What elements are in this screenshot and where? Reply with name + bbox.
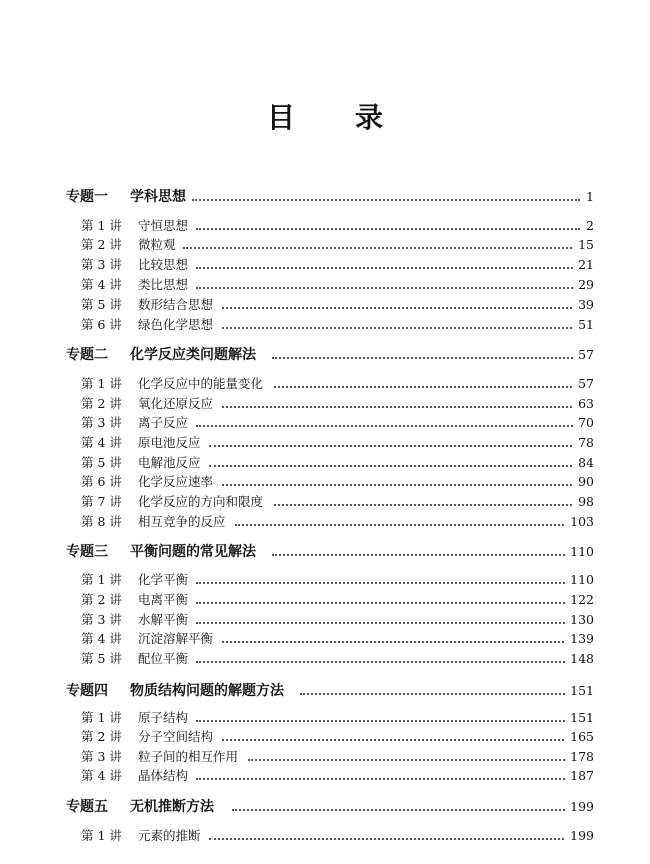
- lesson-name: 电解池反应: [138, 455, 201, 470]
- lesson-number: 第 2 讲: [81, 237, 122, 252]
- dot-leader: [222, 326, 580, 329]
- dot-leader: [235, 523, 580, 526]
- lesson-name: 离子反应: [138, 415, 189, 430]
- lesson-page-number: 110: [566, 572, 594, 587]
- toc-chapter-row[interactable]: [0, 541, 650, 561]
- dot-leader: [272, 356, 580, 359]
- lesson-name: 分子空间结构: [138, 729, 214, 744]
- toc-title-left: 目: [266, 101, 295, 134]
- dot-leader: [274, 503, 580, 506]
- dot-leader: [274, 385, 580, 388]
- toc-lesson-row[interactable]: [0, 491, 650, 511]
- lesson-name: 配位平衡: [138, 651, 189, 666]
- lesson-number: 第 6 讲: [81, 474, 122, 489]
- chapter-name: 无机推断方法: [130, 799, 214, 815]
- dot-leader: [196, 286, 580, 289]
- chapter-name: 化学反应类问题解法: [130, 347, 256, 363]
- lesson-number: 第 4 讲: [81, 768, 122, 783]
- dot-leader: [196, 581, 580, 584]
- lesson-page-number: 2: [582, 218, 594, 233]
- toc-lesson-row[interactable]: [0, 609, 650, 629]
- toc-lesson-row[interactable]: [0, 393, 650, 413]
- lesson-number: 第 3 讲: [81, 257, 122, 272]
- toc-lesson-row[interactable]: [0, 274, 650, 294]
- lesson-page-number: 148: [566, 651, 594, 666]
- dot-leader: [209, 837, 580, 840]
- lesson-name: 元素的推断: [138, 828, 201, 843]
- lesson-page-number: 78: [574, 435, 594, 450]
- lesson-page-number: 187: [566, 768, 594, 783]
- lesson-name: 绿色化学思想: [138, 317, 214, 332]
- lesson-number: 第 5 讲: [81, 455, 122, 470]
- lesson-name: 化学反应速率: [138, 474, 214, 489]
- lesson-number: 第 6 讲: [81, 317, 122, 332]
- toc-lesson-row[interactable]: [0, 825, 650, 845]
- lesson-name: 化学平衡: [138, 572, 189, 587]
- lesson-number: 第 2 讲: [81, 592, 122, 607]
- lesson-page-number: 63: [574, 396, 594, 411]
- dot-leader: [196, 621, 580, 624]
- lesson-page-number: 57: [574, 376, 594, 391]
- dot-leader: [196, 719, 580, 722]
- dot-leader: [232, 808, 580, 811]
- lesson-number: 第 1 讲: [81, 572, 122, 587]
- toc-lesson-row[interactable]: [0, 746, 650, 766]
- lesson-page-number: 51: [574, 317, 594, 332]
- lesson-page-number: 98: [574, 494, 594, 509]
- chapter-number: 专题二: [66, 347, 108, 363]
- toc-lesson-row[interactable]: [0, 511, 650, 531]
- lesson-name: 比较思想: [138, 257, 189, 272]
- lesson-number: 第 1 讲: [81, 218, 122, 233]
- toc-lesson-row[interactable]: [0, 432, 650, 452]
- chapter-page-number: 151: [566, 683, 594, 698]
- lesson-page-number: 84: [574, 455, 594, 470]
- dot-leader: [248, 758, 580, 761]
- toc-lesson-row[interactable]: [0, 707, 650, 727]
- lesson-number: 第 7 讲: [81, 494, 122, 509]
- toc-lesson-row[interactable]: [0, 294, 650, 314]
- lesson-name: 氧化还原反应: [138, 396, 214, 411]
- lesson-name: 电离平衡: [138, 592, 189, 607]
- toc-lesson-row[interactable]: [0, 314, 650, 334]
- chapter-name: 学科思想: [130, 189, 186, 205]
- lesson-name: 水解平衡: [138, 612, 189, 627]
- toc-lesson-row[interactable]: [0, 648, 650, 668]
- lesson-page-number: 21: [574, 257, 594, 272]
- chapter-number: 专题四: [66, 683, 108, 699]
- dot-leader: [196, 424, 580, 427]
- toc-lesson-row[interactable]: [0, 373, 650, 393]
- lesson-number: 第 3 讲: [81, 415, 122, 430]
- lesson-page-number: 70: [574, 415, 594, 430]
- lesson-page-number: 29: [574, 277, 594, 292]
- lesson-page-number: 15: [574, 237, 594, 252]
- lesson-name: 微粒观: [138, 237, 176, 252]
- lesson-name: 守恒思想: [138, 218, 189, 233]
- lesson-page-number: 139: [566, 631, 594, 646]
- lesson-page-number: 39: [574, 297, 594, 312]
- dot-leader: [196, 266, 580, 269]
- dot-leader: [196, 660, 580, 663]
- toc-chapter-row[interactable]: [0, 344, 650, 364]
- chapter-page-number: 110: [566, 544, 594, 559]
- lesson-name: 原电池反应: [138, 435, 201, 450]
- toc-lesson-row[interactable]: [0, 254, 650, 274]
- lesson-name: 类比思想: [138, 277, 189, 292]
- lesson-page-number: 178: [566, 749, 594, 764]
- lesson-page-number: 165: [566, 729, 594, 744]
- dot-leader: [209, 444, 580, 447]
- toc-lesson-row[interactable]: [0, 234, 650, 254]
- lesson-number: 第 2 讲: [81, 729, 122, 744]
- lesson-name: 粒子间的相互作用: [138, 749, 239, 764]
- dot-leader: [196, 227, 580, 230]
- lesson-page-number: 90: [574, 474, 594, 489]
- dot-leader: [300, 692, 580, 695]
- lesson-name: 化学反应的方向和限度: [138, 494, 264, 509]
- toc-lesson-row[interactable]: [0, 726, 650, 746]
- toc-lesson-row[interactable]: [0, 215, 650, 235]
- toc-chapter-row[interactable]: [0, 186, 650, 206]
- chapter-name: 平衡问题的常见解法: [130, 544, 256, 560]
- lesson-number: 第 2 讲: [81, 396, 122, 411]
- toc-lesson-row[interactable]: [0, 765, 650, 785]
- lesson-page-number: 151: [566, 710, 594, 725]
- lesson-page-number: 122: [566, 592, 594, 607]
- lesson-number: 第 3 讲: [81, 749, 122, 764]
- lesson-name: 沉淀溶解平衡: [138, 631, 214, 646]
- lesson-number: 第 1 讲: [81, 376, 122, 391]
- toc-chapter-row[interactable]: [0, 680, 650, 700]
- lesson-page-number: 130: [566, 612, 594, 627]
- toc-title-right: 录: [355, 101, 384, 134]
- lesson-number: 第 5 讲: [81, 297, 122, 312]
- toc-lesson-row[interactable]: [0, 452, 650, 472]
- chapter-number: 专题一: [66, 189, 108, 205]
- toc-title: [0, 96, 650, 136]
- lesson-name: 相互竞争的反应: [138, 514, 226, 529]
- dot-leader: [222, 306, 580, 309]
- toc-lesson-row[interactable]: [0, 589, 650, 609]
- dot-leader: [196, 601, 580, 604]
- chapter-page-number: 199: [566, 799, 594, 814]
- lesson-page-number: 199: [566, 828, 594, 843]
- chapter-page-number: 1: [582, 189, 594, 204]
- lesson-number: 第 3 讲: [81, 612, 122, 627]
- toc-lesson-row[interactable]: [0, 412, 650, 432]
- lesson-name: 晶体结构: [138, 768, 189, 783]
- lesson-page-number: 103: [566, 514, 594, 529]
- lesson-number: 第 8 讲: [81, 514, 122, 529]
- lesson-name: 化学反应中的能量变化: [138, 376, 264, 391]
- chapter-page-number: 57: [574, 347, 594, 362]
- dot-leader: [222, 483, 580, 486]
- lesson-number: 第 1 讲: [81, 828, 122, 843]
- lesson-number: 第 4 讲: [81, 277, 122, 292]
- lesson-name: 原子结构: [138, 710, 189, 725]
- dot-leader: [222, 405, 580, 408]
- lesson-number: 第 1 讲: [81, 710, 122, 725]
- toc-lesson-row[interactable]: [0, 569, 650, 589]
- dot-leader: [222, 640, 580, 643]
- toc-lesson-row[interactable]: [0, 628, 650, 648]
- dot-leader: [222, 738, 580, 741]
- dot-leader: [196, 777, 580, 780]
- chapter-name: 物质结构问题的解题方法: [130, 683, 284, 699]
- lesson-name: 数形结合思想: [138, 297, 214, 312]
- dot-leader: [183, 246, 580, 249]
- dot-leader: [272, 553, 580, 556]
- toc-chapter-row[interactable]: [0, 796, 650, 816]
- dot-leader: [192, 198, 580, 201]
- lesson-number: 第 4 讲: [81, 631, 122, 646]
- lesson-number: 第 5 讲: [81, 651, 122, 666]
- chapter-number: 专题三: [66, 544, 108, 560]
- toc-lesson-row[interactable]: [0, 471, 650, 491]
- lesson-number: 第 4 讲: [81, 435, 122, 450]
- chapter-number: 专题五: [66, 799, 108, 815]
- dot-leader: [209, 464, 580, 467]
